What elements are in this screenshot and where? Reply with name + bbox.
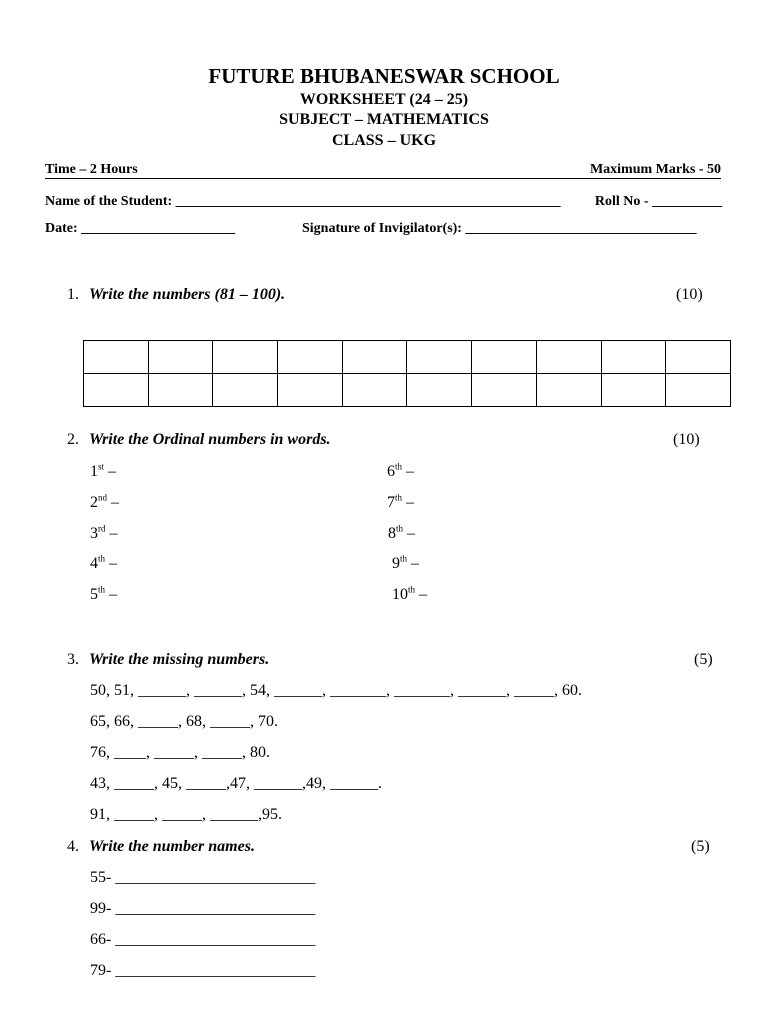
grid-cell[interactable] [407, 374, 472, 407]
question-3 [67, 651, 269, 669]
date-field[interactable]: Date: ______________________ [45, 221, 236, 236]
numbers-grid [83, 340, 731, 407]
ordinal-item: 10th – [392, 584, 428, 603]
grid-cell[interactable] [148, 341, 213, 374]
grid-cell[interactable] [84, 341, 149, 374]
grid-cell[interactable] [666, 374, 731, 407]
ordinal-item: 6th – [387, 461, 415, 480]
question-2-marks: (10) [673, 431, 700, 448]
ordinal-item: 3rd – [90, 523, 118, 542]
number-name-line: 79- _________________________ [90, 962, 316, 979]
question-1-number: 1. [67, 286, 79, 303]
grid-row [84, 374, 731, 407]
grid-cell[interactable] [213, 374, 278, 407]
time-marks-row [45, 162, 721, 179]
grid-cell[interactable] [472, 374, 537, 407]
grid-cell[interactable] [278, 341, 343, 374]
question-4-number: 4. [67, 838, 79, 855]
grid-cell[interactable] [407, 341, 472, 374]
roll-no-field[interactable]: Roll No - __________ [594, 194, 722, 209]
grid-row [84, 341, 731, 374]
question-4-marks: (5) [691, 838, 710, 855]
grid-cell[interactable] [601, 341, 666, 374]
number-name-line: 55- _________________________ [90, 869, 316, 886]
ordinal-item: 7th – [387, 492, 415, 511]
missing-numbers-line: 91, _____, _____, ______,95. [90, 806, 282, 823]
missing-numbers-line: 65, 66, _____, 68, _____, 70. [90, 713, 278, 730]
grid-cell[interactable] [666, 341, 731, 374]
grid-cell[interactable] [342, 341, 407, 374]
grid-cell[interactable] [536, 374, 601, 407]
question-3-number: 3. [67, 651, 79, 668]
class-title: CLASS – UKG [331, 132, 437, 149]
time-label: Time – 2 Hours [45, 162, 138, 177]
ordinal-item: 1st – [90, 461, 117, 480]
question-3-text: Write the missing numbers. [89, 651, 270, 668]
question-2-text: Write the Ordinal numbers in words. [89, 431, 331, 448]
grid-cell[interactable] [278, 374, 343, 407]
school-name: FUTURE BHUBANESWAR SCHOOL [208, 64, 560, 88]
missing-numbers-line: 50, 51, ______, ______, 54, ______, _______, _______, ______, _____, 60. [90, 682, 582, 699]
grid-cell[interactable] [84, 374, 149, 407]
missing-numbers-line: 76, ____, _____, _____, 80. [90, 744, 270, 761]
question-4 [67, 838, 255, 856]
question-4-text: Write the number names. [89, 838, 255, 855]
question-1 [67, 286, 285, 304]
ordinal-item: 5th – [90, 584, 118, 603]
number-name-line: 66- _________________________ [90, 931, 316, 948]
grid-cell[interactable] [536, 341, 601, 374]
question-3-marks: (5) [694, 651, 713, 668]
grid-cell[interactable] [342, 374, 407, 407]
question-1-marks: (10) [676, 286, 703, 303]
grid-cell[interactable] [213, 341, 278, 374]
ordinal-item: 8th – [388, 523, 416, 542]
question-1-text: Write the numbers (81 – 100). [89, 286, 286, 303]
grid-cell[interactable] [601, 374, 666, 407]
subject-title: SUBJECT – MATHEMATICS [279, 111, 489, 128]
grid-cell[interactable] [148, 374, 213, 407]
missing-numbers-line: 43, _____, 45, _____,47, ______,49, ______. [90, 775, 382, 792]
grid-cell[interactable] [472, 341, 537, 374]
question-2-number: 2. [67, 431, 79, 448]
question-2 [67, 431, 331, 449]
number-name-line: 99- _________________________ [90, 900, 316, 917]
student-name-field[interactable]: Name of the Student: _______________________________________________________ [45, 194, 561, 209]
ordinal-item: 4th – [90, 553, 118, 572]
invigilator-signature-field[interactable]: Signature of Invigilator(s): _________________________________ [302, 221, 697, 236]
ordinal-item: 9th – [392, 553, 420, 572]
ordinal-item: 2nd – [90, 492, 119, 511]
max-marks-label: Maximum Marks - 50 [589, 162, 721, 177]
worksheet-title: WORKSHEET (24 – 25) [299, 91, 469, 108]
